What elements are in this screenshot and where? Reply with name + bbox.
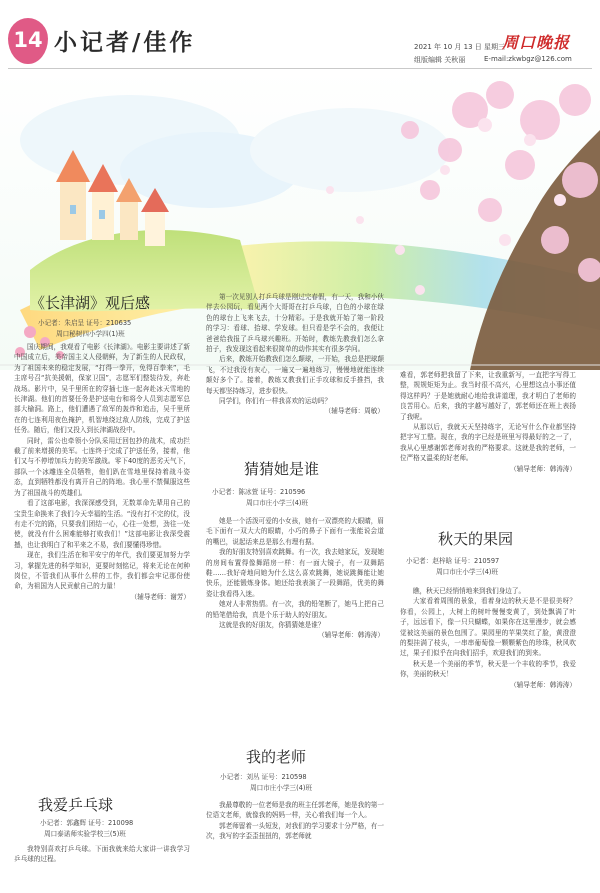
paragraph: 同时，雷公也牵领小分队采用迂回包抄的战术，成功拦截了前来增援的美军。七连终于完成了护送任务，接着，他们又与不停增加兵力的美军激战。零下40度的恶劣天气下，部队一个冰雕连全员牺牲，他们趴在雪地里保持着战斗姿态，直到牺牲都没有离开自己的阵地。我心里不禁佩服这些为了祖国战斗的英雄们。 (14, 436, 190, 497)
page-number-badge: 14 (8, 18, 48, 64)
article-school: 周口市庄小学三(4)班 (436, 568, 499, 576)
article-school: 周口市庄小学三(4)班 (246, 499, 309, 507)
tutor-note: （辅导老师：周敏） (324, 407, 384, 416)
paragraph: 她是一个活泼可爱的小女孩，她有一双漂亮的大眼睛，眉毛下面有一双大大的眼睛，小巧的鼻子下面有一张能说会道的嘴巴，说起话来总是那么有理有据。 (206, 517, 384, 546)
article-title-guess-who: 猜猜她是谁 (244, 460, 320, 478)
article-byline: 小记者：赵梓晗 证号：210597 (406, 557, 500, 565)
article-body (206, 800, 384, 842)
paragraph: 从那以后，我就天天坚持练字，无论写什么作业都坚持把字写工整。现在，我的字已经是班里写得最好的之一了，我从心里感谢郭老师对我的严格要求。这就是我的老师，一位严格又温柔的好老师。 (400, 423, 576, 463)
paragraph: 我最尊敬的一位老师是我的班主任郭老师，她是我的第一位语文老师，就像我的妈妈一样，关心着我们每一个人。 (206, 801, 384, 820)
article-body-continued (400, 370, 576, 474)
article-body (14, 342, 190, 602)
paragraph: 这就是我的好朋友，你猜猜她是谁？ (219, 621, 325, 630)
paragraph: 我的好朋友特别喜欢跳舞。有一次，我去她家玩，发现她的房间布置得像舞蹈房一样：有一面大镜子，有一双舞蹈鞋……我好奇地问她为什么这么喜欢跳舞，她说跳舞能让她快乐，还能锻炼身体。她还给我表演了一段舞蹈，优美的舞姿让我看得入迷。 (206, 548, 384, 598)
article-title-changjin-lake: 《长津湖》观后感 (30, 294, 151, 312)
newspaper-logo: 周口晚报 (502, 33, 571, 52)
article-body (14, 844, 190, 865)
article-school: 周口秘树四小学四(1)班 (56, 330, 125, 338)
paragraph: 同学们，你们有一样我喜欢的运动吗？ (219, 397, 332, 406)
paragraph: 她对人非常热情。有一次，我的铅笔断了，她马上把自己的铅笔借给我，真是个乐于助人的好朋友。 (206, 600, 384, 619)
article-body (400, 586, 576, 690)
article-title-ping-pong: 我爱乒乓球 (38, 796, 114, 814)
article-school: 周口泰诺师实验学校三(5)班 (44, 830, 126, 838)
contact-email: E-mail:zkwbgz@126.com (484, 55, 572, 63)
header-divider (8, 68, 592, 69)
article-title-autumn-orchard: 秋天的果园 (438, 530, 514, 548)
paragraph: 看了这部电影，我深深感受到，无数革命先辈用自己的宝贵生命换来了我们今天幸福的生活。“没有打不完的仗，没有走不完的路，只要我们团结一心，心往一处想，劲往一处使，就没有什么困难能够打败我们！”这部电影让我深受震撼，也让我明白了和平来之不易，我们要懂得珍惜。 (14, 499, 190, 549)
tutor-note: （辅导老师：韩涛涛） (510, 680, 576, 689)
tutor-note: （辅导老师：韩涛涛） (318, 631, 384, 640)
paragraph: 第一次见别人打乒乓球是刚过完春假，有一天，我和小伙伴去公园玩，看见两个大哥哥在打乒乓球，白色的小球在绿色的球台上飞来飞去，十分精彩。于是我就开始了第一阶段的学习：看球、拾球、学发球。但只看是学不会的，我便让爸爸给我报了乒乓球兴趣班。开始时，教练先教我们怎么拿拍子，我发现这看起来很简单的动作其实有很多学问。 (206, 293, 384, 354)
tutor-note: （辅导老师：韩涛涛） (510, 464, 576, 473)
paragraph: 大家看着周围的景象，看着身边的秋天是不是很美呀？你看，公园上，大树上的树叶慢慢变黄了，到处飘满了叶子，远远看下，像一只只蝴蝶，如果你在这里漫步，就会感觉被这美丽的景色包围了。果园里的苹果笑红了脸，黄澄澄的梨挂满了枝头，一串串葡萄像一颗颗紫色的珍珠，秋风吹过，果子们似乎在向我们招手，欢迎我们的到来。 (400, 597, 576, 658)
tutor-note: （辅导老师：谢芳） (130, 592, 190, 601)
article-byline: 小记者：郭鑫辉 证号：210098 (40, 819, 134, 827)
paragraph: 秋天是一个美丽的季节，秋天是一个丰收的季节，我爱你，美丽的秋天！ (400, 659, 576, 679)
paragraph: 现在，我们生活在和平安宁的年代，我们要更加努力学习，掌握先进的科学知识，更要时刻铭记，将来无论在何种岗位，不管我们从事什么样的工作，我们都会牢记那份使命，为祖国为人民贡献自己的力量！ (14, 551, 190, 591)
article-byline: 小记者：陈冰萱 证号：210596 (212, 488, 306, 496)
article-body-continued (206, 292, 384, 417)
paragraph: 难看，郭老师把我留了下来，让我重新写，一直把字写得工整，规规矩矩为止。我当时很不高兴，心里想这点小事还值得这样吗？于是她就耐心地给我讲道理，我才明白了老师的良苦用心。后来，我的字越写越好了，郭老师还在班上表扬了我呢。 (400, 371, 576, 421)
article-byline: 小记者：刘丛 证号：210598 (220, 773, 307, 781)
article-title-my-teacher: 我的老师 (246, 748, 307, 766)
paragraph: 国庆期间，我观看了电影《长津湖》。电影主要讲述了新中国成立后，美帝国主义人侵朝鲜，为了新生的人民政权，为了祖国未来的稳定发展，“打得一拳开，免得百拳来”，毛主席号召“抗美援朝，保家卫国”，志愿军们整装待发，奔赴战场。影片中，吴千里所在的穿插七连一起奔赴冰天雪地的长津湖。他们的首要任务是护送电台和将令人员到志愿军总部大榆洞。路上，他们遭遇了敌军的轰炸和追击，吴千里所在的七连利用夜色掩护，机智地绕过敌人防线，完成了护送任务。随后，他们又投入到长津湖战役中。 (14, 343, 190, 435)
paragraph: 郭老师留着一头短发，对我们的学习要求十分严格，有一次，我写的字歪歪扭扭的，郭老师就 (206, 821, 384, 841)
paragraph: 我特别喜欢打乒乓球。下面我就来给大家讲一讲我学习乒乓球的过程。 (14, 845, 190, 864)
section-title: 小记者/佳作 (54, 29, 196, 56)
paragraph: 后来，教练开始教我们怎么颠球，一开始，我总是把球颠飞，不过我没有灰心，一遍又一遍地练习，慢慢地就能连续颠好多个了。接着，教练又教我们正手攻球和反手推挡，我每天都坚持练习，进步很快。 (206, 355, 384, 395)
issue-date: 2021 年 10 月 13 日 星期三 (414, 43, 505, 51)
paragraph: 瞧，秋天已经悄悄地来到我们身边了。 (413, 587, 526, 595)
layout-editor: 组版编辑 关秋丽 (414, 56, 466, 64)
article-school: 周口市庄小学三(4)班 (250, 784, 313, 792)
article-body (206, 516, 384, 641)
article-byline: 小记者：朱启呈 证号：210635 (38, 319, 132, 327)
